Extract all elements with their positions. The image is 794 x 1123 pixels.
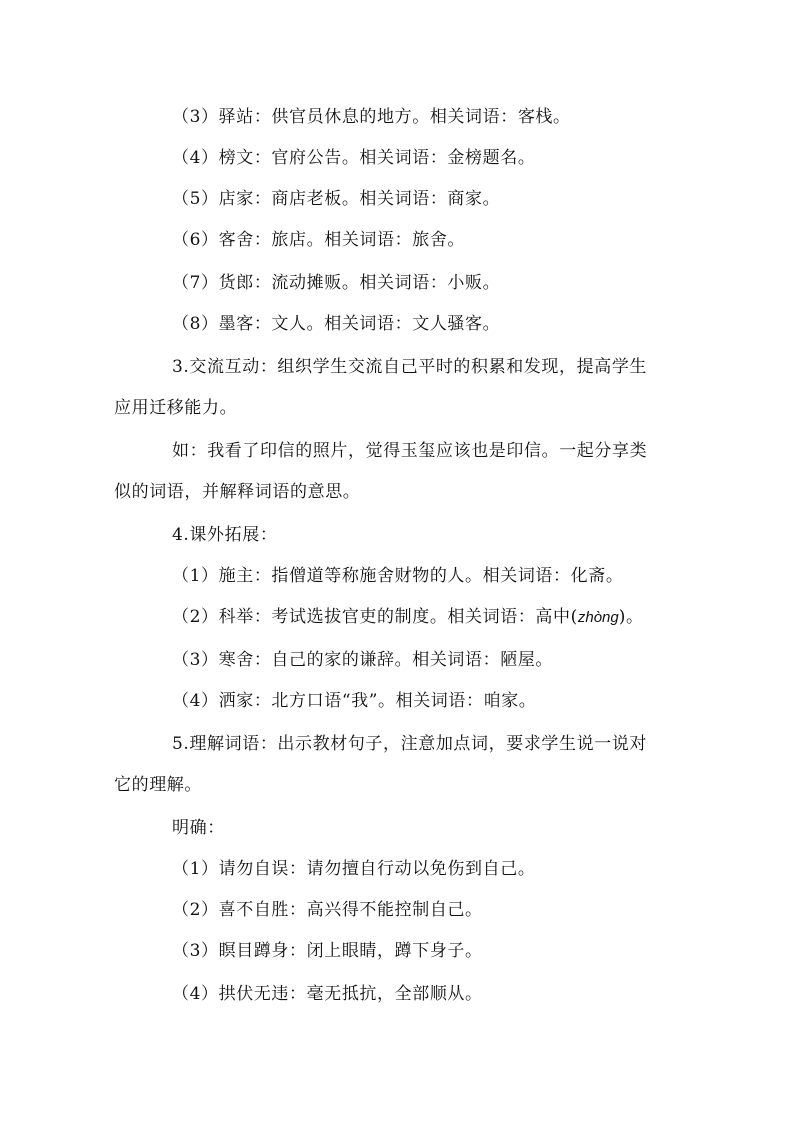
paragraph-exchange-line2: 应用迁移能力。 bbox=[114, 398, 238, 418]
text-line-shizhu: （1）施主：指僧道等称施舍财物的人。相关词语：化斋。 bbox=[172, 566, 624, 586]
text-line-keshe: （6）客舍：旅店。相关词语：旅舍。 bbox=[172, 230, 466, 250]
text-line-xibuzisheng: （2）喜不自胜：高兴得不能控制自己。 bbox=[172, 900, 483, 920]
text-line-keju bbox=[172, 606, 644, 629]
keju-text-after: )。 bbox=[618, 607, 644, 627]
paragraph-understand-line2: 它的理解。 bbox=[114, 775, 202, 795]
text-line-yizhan: （3）驿站：供官员休息的地方。相关词语：客栈。 bbox=[172, 107, 571, 127]
pinyin-zhong: zhòng bbox=[577, 609, 619, 626]
keju-text-before: （2）科举：考试选拔官吏的制度。相关词语：高中( bbox=[172, 607, 578, 627]
label-clarify: 明确： bbox=[172, 818, 225, 838]
text-line-sajia: （4）洒家：北方口语“我”。相关词语：咱家。 bbox=[172, 691, 537, 711]
text-line-gongfu: （4）拱伏无违：毫无抵抗，全部顺从。 bbox=[172, 984, 483, 1004]
paragraph-understand-line1: 5.理解词语：出示教材句子，注意加点词，要求学生说一说对 bbox=[172, 734, 648, 754]
paragraph-exchange-line1: 3.交流互动：组织学生交流自己平时的积累和发现，提高学生 bbox=[172, 357, 648, 377]
text-line-qingwu: （1）请勿自误：请勿擅自行动以免伤到自己。 bbox=[172, 859, 536, 879]
section-heading-extension: 4.课外拓展： bbox=[172, 525, 278, 545]
text-line-dianjia: （5）店家：商店老板。相关词语：商家。 bbox=[172, 189, 501, 209]
text-line-moke: （8）墨客：文人。相关词语：文人骚客。 bbox=[172, 314, 501, 334]
paragraph-example-line2: 似的词语，并解释词语的意思。 bbox=[114, 482, 361, 502]
text-line-bangwen: （4）榜文：官府公告。相关词语：金榜题名。 bbox=[172, 148, 536, 168]
text-line-mingmu: （3）瞑目蹲身：闭上眼睛，蹲下身子。 bbox=[172, 941, 483, 961]
text-line-huolang: （7）货郎：流动摊贩。相关词语：小贩。 bbox=[172, 273, 501, 293]
paragraph-example-line1: 如：我看了印信的照片，觉得玉玺应该也是印信。一起分享类 bbox=[172, 441, 648, 461]
text-line-hanshe: （3）寒舍：自己的家的谦辞。相关词语：陋屋。 bbox=[172, 650, 554, 670]
